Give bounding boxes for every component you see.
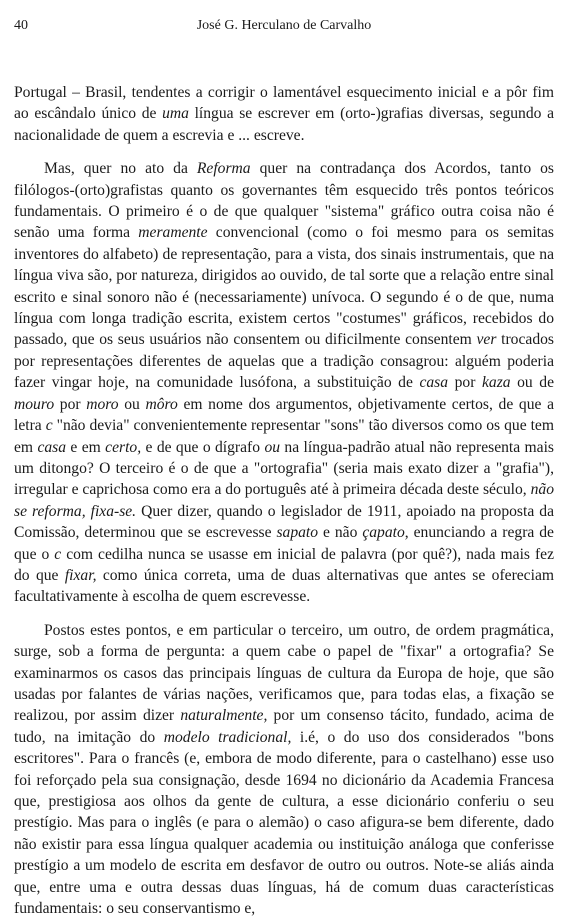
text-run: em nome dos argumentos, objetivamente certos, de que a letra xyxy=(14,395,554,435)
paragraph-three-points xyxy=(14,158,554,608)
text-run: ou de xyxy=(510,374,555,392)
body-text xyxy=(14,82,554,919)
text-run: língua se escrever em (orto-)grafias diversas, segundo a nacionalidade de quem a escrevia e ... escreve. xyxy=(14,105,554,144)
text-run: por xyxy=(54,395,87,413)
italic-run: c xyxy=(54,545,62,563)
italic-run: casa xyxy=(419,374,449,392)
italic-run: c xyxy=(45,417,53,435)
text-run: por um consenso tácito, fundado, acima de tudo, na imitação do xyxy=(14,707,554,746)
text-run: convencional (como o foi mesmo para os semitas inventores do alfabeto) de representação, para a vista, dos sinais instrumentais, que na língua viva são, por natureza, dirigidos ao ouvido, de tal sorte que a relação entre sinal escrito e sinal sonoro não é (necessariamente) unívoca. O segundo é o de que, numa língua com longa tradição escrita, existem certos "costumes" gráficos, recebidos do passado, que os seus usuários não consentem ou dificilmente consentem xyxy=(14,224,555,349)
italic-run: casa xyxy=(37,438,67,456)
header-author: José G. Herculano de Carvalho xyxy=(196,18,372,33)
text-run: quer na contradança dos Acordos, tanto os filólogos-(orto)grafistas quanto os governantes têm esquecido três pontos teóricos fundamentais. O primeiro é o de que qualquer "sistema" gráfico outra coisa não é senão uma forma xyxy=(14,160,554,242)
italic-run: moro xyxy=(86,395,119,413)
italic-run: sapato xyxy=(276,524,319,542)
text-run: trocados por representações diferentes de aquelas que a tradição consagrou: alguém poderia fazer vingar hoje, na comunidade lusófona, a substituição de xyxy=(14,331,554,392)
italic-run: Reforma xyxy=(196,160,251,178)
text-run: e não xyxy=(318,524,363,542)
text-run: com cedilha nunca se usasse em inicial de palavra (por quê?), nada mais fez do que xyxy=(14,545,555,584)
text-run: e em xyxy=(66,438,106,456)
italic-run: môro xyxy=(145,395,178,413)
italic-run: não se reforma, fixa-se. xyxy=(14,481,554,520)
italic-run: çapato xyxy=(362,524,405,542)
text-run: i.é, o do uso dos considerados "bons escritores". Para o francês (e, embora de modo diferente, para o castelhano) esse uso foi reforçado pela sua consignação, desde 1694 no dicionário da Academia Francesa que, prestigiosa aos olhos da gente de cultura, a esse dicionário conferiu o seu prestígio. Mas para o inglês (e para o alemão) o caso afigura-se bem diferente, dado não existir para essa língua qualquer academia ou instituição análoga que conferisse prestígio a um modelo de escrita em desfavor de outro ou outros. Note-se aliás ainda que, entre uma e outra dessas duas línguas, há de comum duas características fundamentais: o seu conservantismo e, xyxy=(14,728,555,918)
text-run: Postos estes pontos, e em particular o terceiro, um outro, de ordem pragmática, surge, sob a forma de pergunta: a quem cabe o papel de "fixar" a ortografia? Se examinarmos os casos das principais línguas de cultura da Europa de hoje, que são usadas por falantes de várias nações, verificamos que, para todas elas, a fixação se realizou, por assim dizer xyxy=(14,621,554,725)
text-run: "não devia" convenientemente representar "sons" tão diversos como os que tem em xyxy=(14,417,554,456)
paragraph-continuation xyxy=(14,82,554,146)
italic-run: modelo tradicional, xyxy=(163,728,292,746)
text-run: Quer dizer, quando o legislador de 1911, apoiado na proposta da Comissão, determinou que se escrevesse xyxy=(14,502,554,542)
text-run: e de que o dígrafo xyxy=(141,438,265,456)
italic-run: naturalmente, xyxy=(180,707,268,725)
italic-run: certo, xyxy=(105,438,142,456)
paragraph-fixing-question xyxy=(14,620,554,919)
text-run: como única correta, uma de duas alternativas que antes se ofereciam facultativamente à escolha de quem escrevesse. xyxy=(14,566,554,606)
text-run: ou xyxy=(118,395,146,413)
text-run: , enunciando a regra de que o xyxy=(14,524,554,563)
text-run: Mas, quer no ato da xyxy=(44,160,197,178)
italic-run: meramente xyxy=(138,224,208,242)
running-head xyxy=(14,18,554,38)
italic-run: ou xyxy=(264,438,281,456)
text-run: por xyxy=(448,374,482,392)
text-run: na língua-padrão atual não representa mais um ditongo? O terceiro é o de que a "ortografia" (seria mais exato dizer a "grafia"), irregular e caprichosa como era a do português até à primeira década deste século, xyxy=(14,438,555,499)
italic-run: fixar, xyxy=(64,566,97,584)
italic-run: kaza xyxy=(481,374,511,392)
italic-run: uma xyxy=(162,105,189,123)
italic-run: mouro xyxy=(14,395,55,413)
italic-run: ver xyxy=(476,331,497,349)
page-number: 40 xyxy=(14,18,28,33)
text-run: Portugal – Brasil, tendentes a corrigir o lamentável esquecimento inicial e a pôr fim ao escândalo único de xyxy=(14,84,554,123)
